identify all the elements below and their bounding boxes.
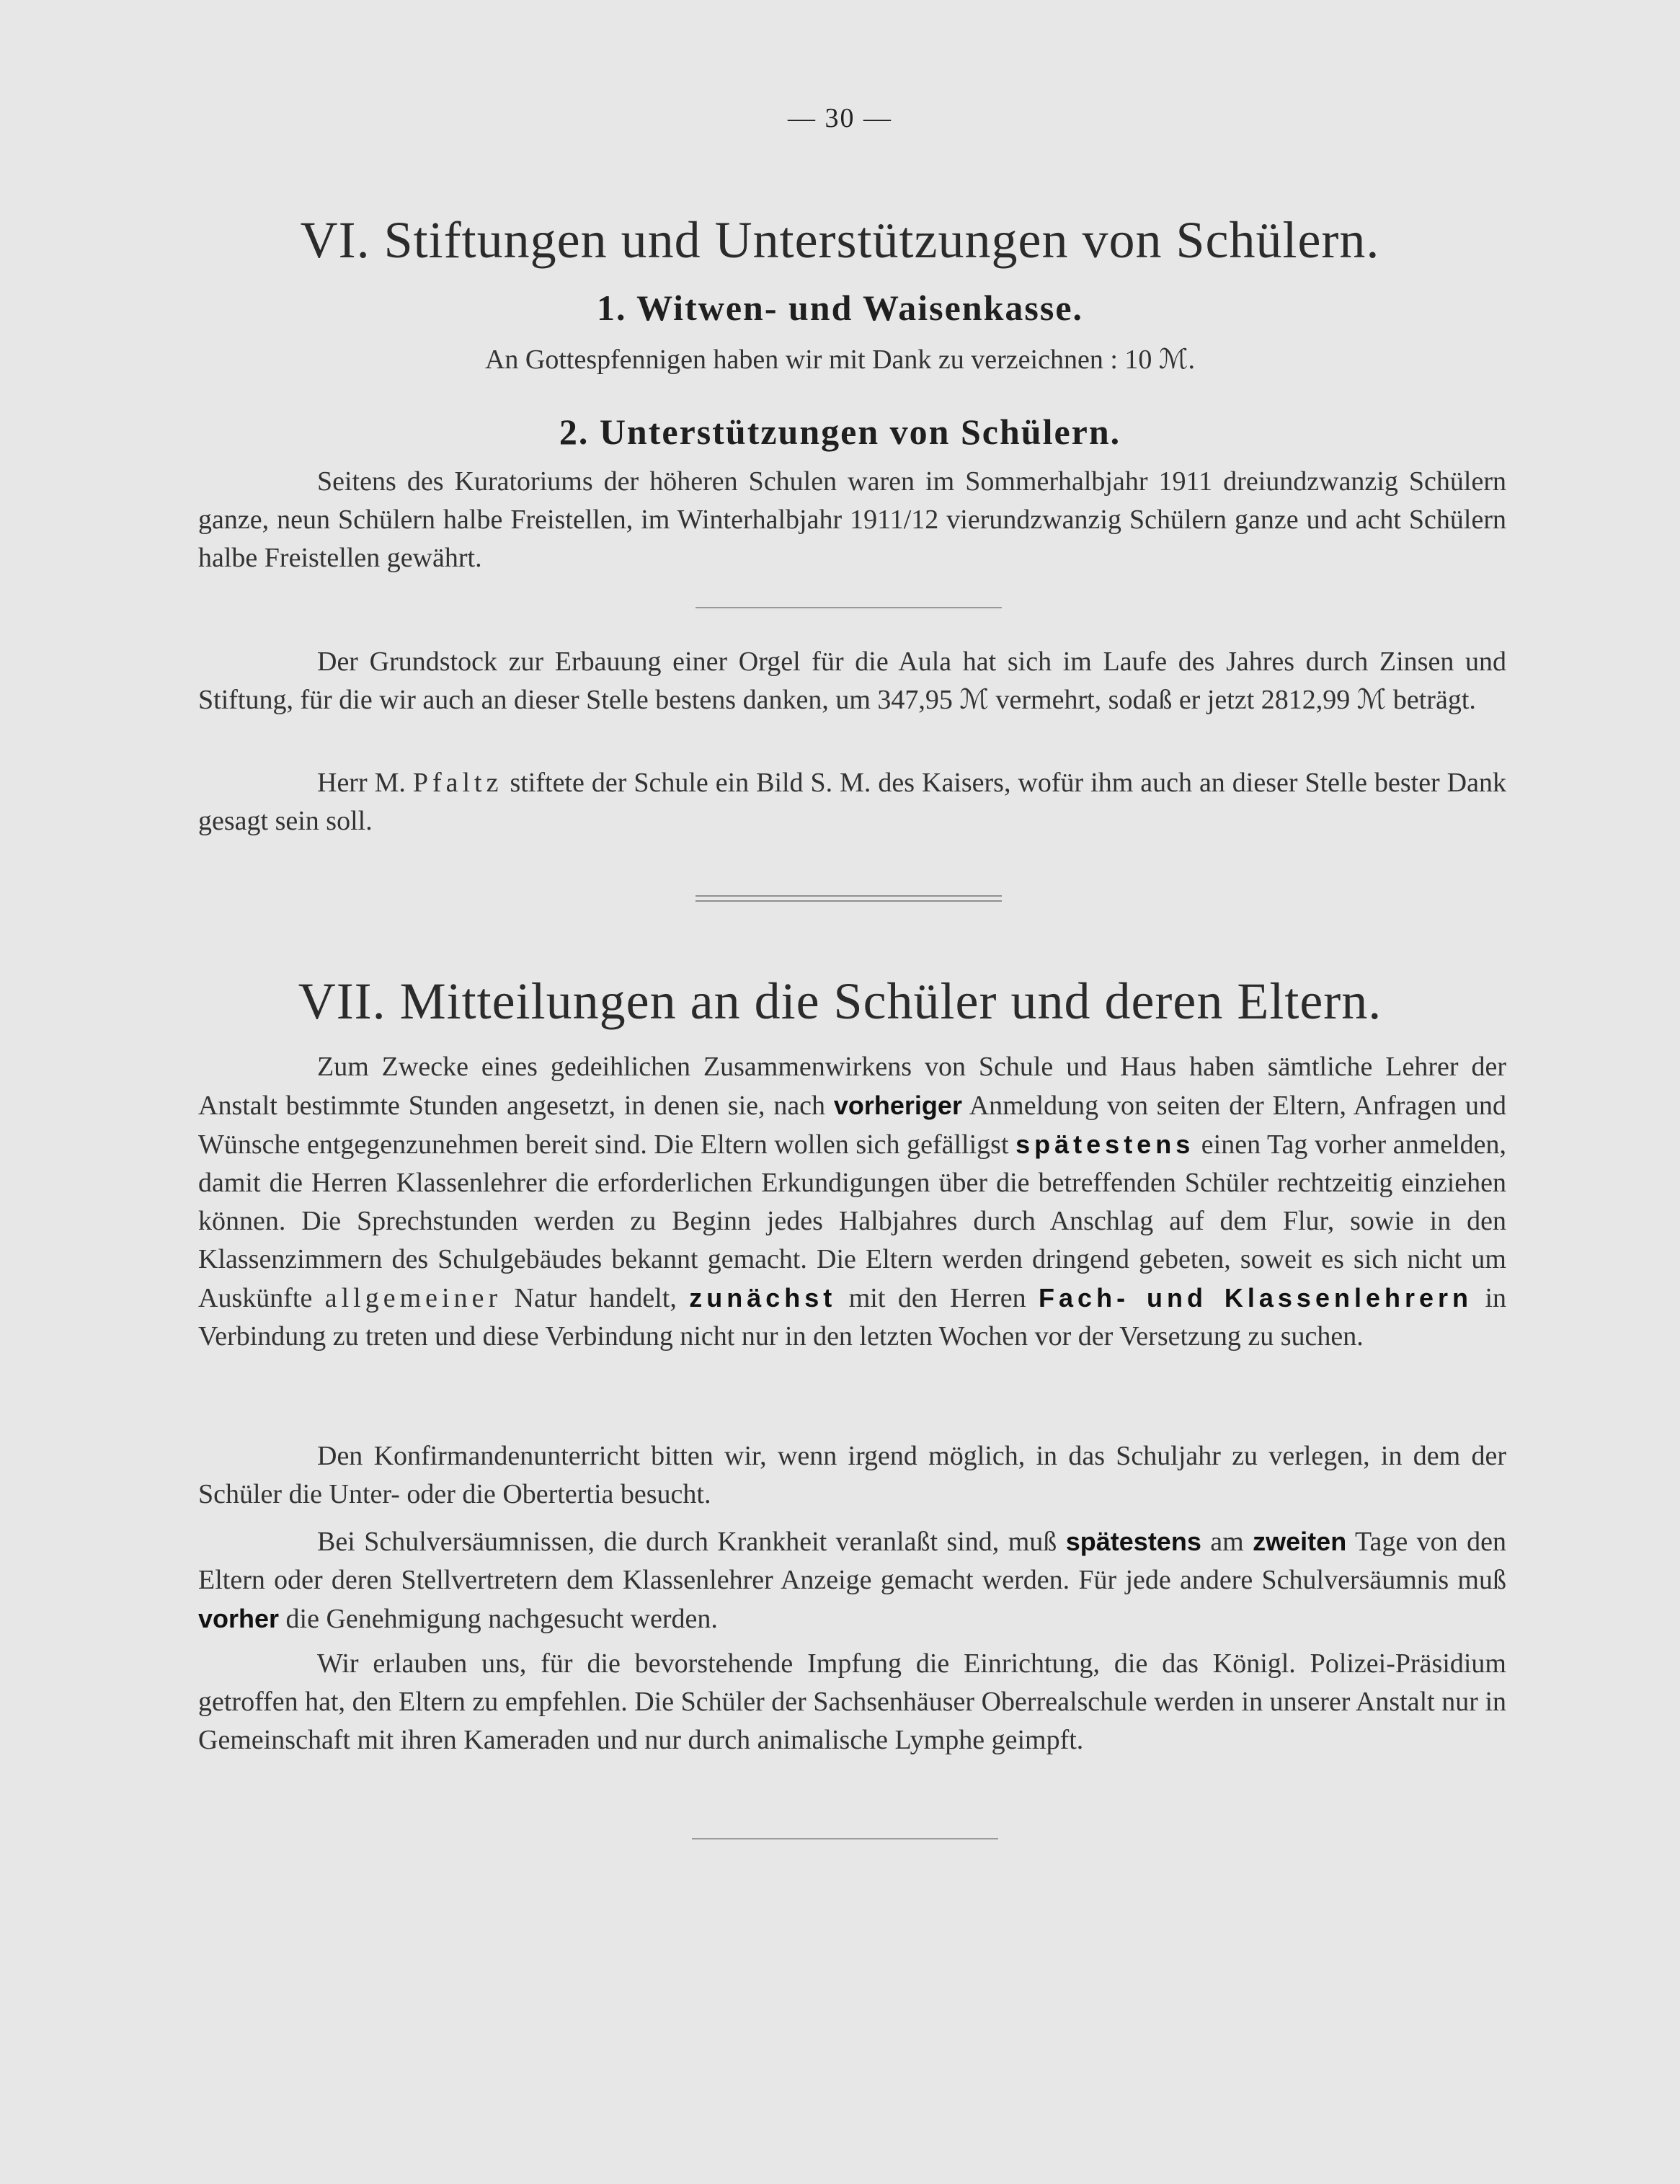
p3-text-4: die Genehmigung nachgesucht werden. bbox=[279, 1604, 718, 1634]
p3-bold-vorher: vorher bbox=[198, 1604, 280, 1633]
p1-text-3: einen Tag vorher anmelden, damit die Herren Klassenlehrer die erforderlichen Erkundigungen über die betreffenden Schüler rechtzeitig einziehen können. Die Sprechstunden werden zu Beginn jedes Halbjahres durch Anschlag auf dem Flur, sowie in den Klassenzimmern des Schulgebäudes bekannt gemacht. Die Eltern werden dringend gebeten, soweit es sich nicht um Auskünfte bbox=[198, 1129, 1506, 1313]
p3-bold-spaetestens: spätestens bbox=[1065, 1527, 1201, 1556]
p3-text-1: Bei Schulversäumnissen, die durch Krankheit veranlaßt sind, muß bbox=[317, 1527, 1066, 1557]
subsection-1-text: An Gottespfennigen haben wir mit Dank zu verzeichnen : 10 ℳ. bbox=[484, 345, 1196, 375]
p3-bold-zweiten: zweiten bbox=[1253, 1527, 1347, 1556]
subsection-2-title: 2. Unterstützungen von Schülern. bbox=[559, 412, 1121, 452]
paragraph-schulversaeumnisse bbox=[198, 1522, 1506, 1638]
section-7-title: VII. Mitteilungen an die Schüler und deren Eltern. bbox=[298, 972, 1382, 1030]
divider-short-1 bbox=[695, 607, 1002, 608]
p1-text-4: Natur handelt, bbox=[502, 1283, 690, 1313]
paragraph-sprechstunden bbox=[198, 1048, 1506, 1356]
p1-spaced-allgemeiner: allgemeiner bbox=[324, 1283, 502, 1313]
divider-double bbox=[695, 895, 1002, 902]
p1-text-2: Anmeldung von seiten der Eltern, Anfragen und Wünsche entgegenzunehmen bereit sind. Die Eltern wollen sich gefälligst bbox=[198, 1091, 1506, 1160]
p1-text-5: mit den Herren bbox=[836, 1283, 1039, 1313]
pfaltz-text-a: Herr M. bbox=[317, 768, 413, 798]
p1-text-1: Zum Zwecke eines gedeihlichen Zusammenwirkens von Schule und Haus haben sämtliche Lehrer der Anstalt bestimmte Stunden angesetzt, in denen sie, nach bbox=[198, 1052, 1506, 1121]
paragraph-konfirmanden: Den Konfirmandenunterricht bitten wir, wenn irgend möglich, in das Schuljahr zu verlegen, in dem der Schüler die Unter- oder die Obertertia besucht. bbox=[198, 1441, 1506, 1509]
page-number: — 30 — bbox=[788, 103, 892, 133]
p3-text-2: am bbox=[1201, 1527, 1253, 1557]
p1-bold-zunaechst: zunächst bbox=[689, 1283, 837, 1313]
subsection-1-title: 1. Witwen- und Waisenkasse. bbox=[596, 288, 1084, 328]
divider-short-2 bbox=[692, 1838, 998, 1839]
subsection-2-text: Seitens des Kuratoriums der höheren Schulen waren im Sommerhalbjahr 1911 dreiundzwanzig Schülern ganze, neun Schülern halbe Freistellen, im Winterhalbjahr 1911/12 vierundzwanzig Schülern ganze und acht Schülern halbe Freistellen gewährt. bbox=[198, 466, 1506, 573]
p1-bold-spaetestens: spätestens bbox=[1015, 1129, 1195, 1159]
p1-bold-vorheriger: vorheriger bbox=[833, 1091, 962, 1120]
pfaltz-text-b: stiftete der Schule ein Bild S. M. des Kaisers, wofür ihm auch an dieser Stelle bester Dank gesagt sein soll. bbox=[198, 768, 1506, 836]
paragraph-impfung: Wir erlauben uns, für die bevorstehende Impfung die Einrichtung, die das Königl. Polizei-Präsidium getroffen hat, den Eltern zu empfehlen. Die Schüler der Sachsenhäuser Oberrealschule werden in unserer Anstalt nur in Gemeinschaft mit ihren Kameraden und nur durch animalische Lymphe geimpft. bbox=[198, 1648, 1506, 1755]
p1-bold-fachlehrer: Fach- und Klassenlehrern bbox=[1039, 1283, 1473, 1313]
pfaltz-name: Pfaltz bbox=[412, 768, 503, 798]
paragraph-pfaltz bbox=[198, 764, 1506, 840]
p1-text-6: in Verbindung zu treten und diese Verbindung nicht nur in den letzten Wochen vor der Versetzung zu suchen. bbox=[198, 1283, 1507, 1351]
p3-text-3: Tage von den Eltern oder deren Stellvertretern dem Klassenlehrer Anzeige gemacht werden. Für jede andere Schulversäumnis muß bbox=[198, 1527, 1506, 1595]
section-6-title: VI. Stiftungen und Unterstützungen von Schülern. bbox=[300, 211, 1380, 269]
paragraph-orgel: Der Grundstock zur Erbauung einer Orgel für die Aula hat sich im Laufe des Jahres durch Zinsen und Stiftung, für die wir auch an dieser Stelle bestens danken, um 347,95 ℳ vermehrt, sodaß er jetzt 2812,99 ℳ beträgt. bbox=[198, 647, 1506, 715]
